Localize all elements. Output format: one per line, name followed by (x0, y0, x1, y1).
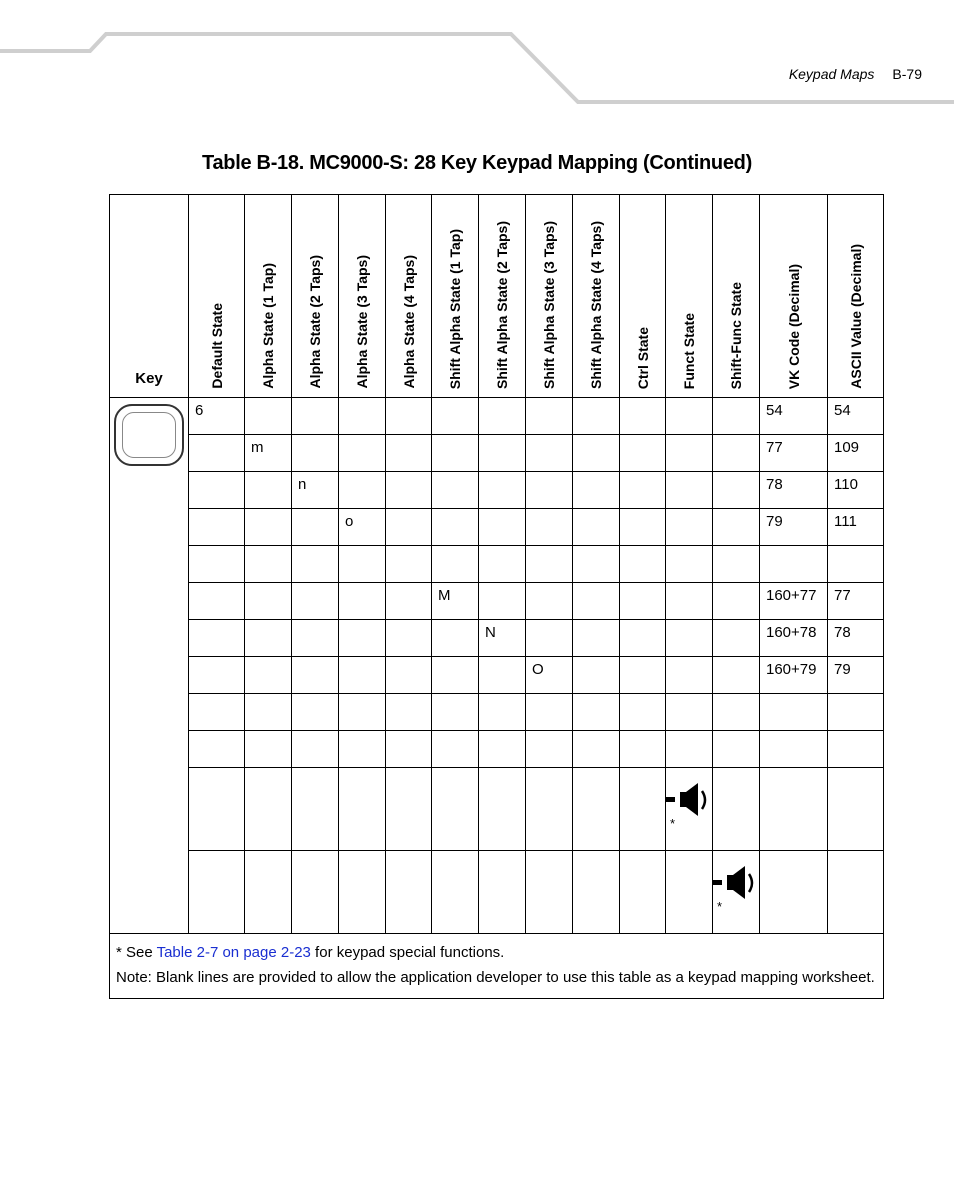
table-cell (245, 768, 292, 851)
table-cell (386, 509, 432, 546)
table-cell (189, 620, 245, 657)
table-cell (828, 768, 884, 851)
table-row (110, 509, 884, 546)
table-cell (292, 657, 339, 694)
table-cell (526, 583, 573, 620)
column-header-label: ASCII Value (Decimal) (847, 244, 864, 389)
key-cell (110, 398, 189, 934)
table-cell (713, 546, 760, 583)
table-cell (339, 851, 386, 934)
page-number: B-79 (892, 66, 922, 82)
table-cell (573, 768, 620, 851)
table-cell (432, 398, 479, 435)
table-cell (189, 472, 245, 509)
column-header (620, 195, 666, 398)
table-cell (526, 398, 573, 435)
table-cell (245, 657, 292, 694)
table-cell (292, 620, 339, 657)
column-header-label: Shift Alpha State (1 Tap) (447, 228, 463, 389)
column-header-label: Shift-Func State (728, 281, 744, 389)
table-row (110, 694, 884, 731)
table-cell (620, 472, 666, 509)
table-cell (666, 583, 713, 620)
table-cell (189, 657, 245, 694)
table-cell: M (432, 583, 479, 620)
table-cell (292, 851, 339, 934)
table-cell (620, 657, 666, 694)
table-cell (245, 509, 292, 546)
table-cell: 78 (828, 620, 884, 657)
table-cell (713, 657, 760, 694)
table-cell: 160+78 (760, 620, 828, 657)
table-cell (620, 620, 666, 657)
column-header (713, 195, 760, 398)
table-cell (526, 546, 573, 583)
table-cell (245, 620, 292, 657)
table-cell (292, 509, 339, 546)
table-cell (760, 694, 828, 731)
table-cell (189, 731, 245, 768)
table-cell (620, 435, 666, 472)
table-cell: N (479, 620, 526, 657)
table-cell (526, 472, 573, 509)
table-cell (620, 583, 666, 620)
table-cell (620, 768, 666, 851)
table-cell (432, 472, 479, 509)
column-header-label: Shift Alpha State (4 Taps) (588, 220, 604, 389)
table-cell (292, 731, 339, 768)
table-cell: 110 (828, 472, 884, 509)
table-cell (713, 851, 760, 934)
table-cell: n (292, 472, 339, 509)
table-row (110, 657, 884, 694)
table-cell (620, 509, 666, 546)
table-cell: 79 (828, 657, 884, 694)
table-cell (828, 851, 884, 934)
table-cell (479, 768, 526, 851)
table-cell (666, 851, 713, 934)
column-header-label: Alpha State (3 Taps) (354, 255, 370, 389)
table-row (110, 768, 884, 851)
table-cell (479, 694, 526, 731)
table-cell: o (339, 509, 386, 546)
table-cell (189, 546, 245, 583)
table-cell: 54 (828, 398, 884, 435)
footnote-suffix: for keypad special functions. (310, 944, 505, 961)
table-cell (386, 620, 432, 657)
table-cell (245, 731, 292, 768)
table-cell (573, 694, 620, 731)
table-cell (620, 731, 666, 768)
table-cell (760, 546, 828, 583)
table-cell (666, 398, 713, 435)
column-header (245, 195, 292, 398)
table-cell: 79 (760, 509, 828, 546)
table-cell: 160+77 (760, 583, 828, 620)
column-header (339, 195, 386, 398)
table-cell (386, 546, 432, 583)
table-cell (479, 731, 526, 768)
table-cell (292, 768, 339, 851)
table-cell (760, 768, 828, 851)
table-cell (713, 694, 760, 731)
column-header (666, 195, 713, 398)
table-cell (713, 398, 760, 435)
table-cell (666, 509, 713, 546)
table-cell (245, 851, 292, 934)
table-cell (526, 851, 573, 934)
table-cell (828, 731, 884, 768)
table-cell (432, 546, 479, 583)
table-cell (339, 694, 386, 731)
table-cell (573, 583, 620, 620)
table-cell (386, 435, 432, 472)
column-header-key: Key (110, 195, 189, 398)
table-title: Table B-18. MC9000-S: 28 Key Keypad Mapping (Continued) (202, 152, 752, 174)
table-footnote (110, 934, 884, 999)
table-cell (573, 546, 620, 583)
table-cell (432, 509, 479, 546)
table-cell: 54 (760, 398, 828, 435)
column-header-label: Shift Alpha State (3 Taps) (541, 220, 557, 389)
table-cell (620, 546, 666, 583)
column-header (526, 195, 573, 398)
table-cell (713, 620, 760, 657)
table-cell (432, 657, 479, 694)
table-cell: m (245, 435, 292, 472)
column-header (386, 195, 432, 398)
table-cell (666, 657, 713, 694)
table-cell (760, 731, 828, 768)
table-cell (573, 398, 620, 435)
table-cell (573, 435, 620, 472)
table-cell (713, 768, 760, 851)
table-cell (245, 694, 292, 731)
table-cell (245, 398, 292, 435)
table-cell (245, 472, 292, 509)
column-header-label: Funct State (681, 312, 697, 389)
table-cell (526, 731, 573, 768)
table-cell (760, 851, 828, 934)
table-cell: 78 (760, 472, 828, 509)
table-row (110, 851, 884, 934)
table-cell (189, 694, 245, 731)
table-cell (292, 694, 339, 731)
column-header (479, 195, 526, 398)
table-cell (339, 435, 386, 472)
table-cell (828, 694, 884, 731)
table-cell (292, 546, 339, 583)
table-cell (432, 694, 479, 731)
table-cell: 160+79 (760, 657, 828, 694)
table-cell (573, 620, 620, 657)
table-reference-link[interactable]: Table 2-7 on page 2-23 (156, 944, 311, 961)
table-cell (386, 583, 432, 620)
column-header (828, 195, 884, 398)
table-cell (573, 472, 620, 509)
table-cell (189, 851, 245, 934)
column-header (760, 195, 828, 398)
table-cell (189, 583, 245, 620)
table-cell (666, 472, 713, 509)
table-cell (339, 472, 386, 509)
header-decoration (0, 0, 954, 110)
table-cell (339, 657, 386, 694)
table-cell (339, 583, 386, 620)
table-cell (479, 435, 526, 472)
table-cell (292, 435, 339, 472)
table-cell (666, 731, 713, 768)
table-cell (189, 435, 245, 472)
table-cell (526, 435, 573, 472)
header-row (110, 195, 884, 398)
table-cell (189, 768, 245, 851)
table-cell: 77 (760, 435, 828, 472)
column-header-label: Default State (208, 303, 225, 389)
volume-down-icon (666, 782, 710, 818)
table-cell: 6 (189, 398, 245, 435)
table-row (110, 398, 884, 435)
table-cell (666, 768, 713, 851)
footnote-marker: * (717, 899, 723, 914)
footnote-prefix: * See (116, 944, 157, 961)
table-cell (432, 731, 479, 768)
footnote-see (116, 940, 877, 965)
table-cell (386, 694, 432, 731)
column-header-label: Shift Alpha State (2 Taps) (494, 220, 510, 389)
table-cell (479, 509, 526, 546)
table-row (110, 731, 884, 768)
table-cell (292, 398, 339, 435)
table-cell (386, 851, 432, 934)
column-header (432, 195, 479, 398)
table-cell: O (526, 657, 573, 694)
table-cell (479, 851, 526, 934)
table-cell (713, 509, 760, 546)
table-cell (573, 657, 620, 694)
table-cell (189, 509, 245, 546)
table-cell (666, 546, 713, 583)
table-cell (713, 472, 760, 509)
column-header-label: Alpha State (4 Taps) (400, 255, 417, 389)
table-cell (245, 583, 292, 620)
table-cell (386, 472, 432, 509)
table-cell (386, 768, 432, 851)
column-header-label: Alpha State (2 Taps) (307, 255, 323, 389)
table-cell (479, 657, 526, 694)
keypad-key-icon (114, 404, 184, 466)
running-header (789, 66, 922, 82)
table-cell (666, 435, 713, 472)
table-cell (526, 509, 573, 546)
table-cell (573, 851, 620, 934)
table-cell (339, 546, 386, 583)
volume-down-icon (713, 865, 757, 901)
table-cell (479, 398, 526, 435)
column-header-label: VK Code (Decimal) (785, 263, 802, 389)
table-cell (292, 583, 339, 620)
column-header (292, 195, 339, 398)
table-cell (713, 583, 760, 620)
table-row (110, 583, 884, 620)
column-header (573, 195, 620, 398)
table-cell: 109 (828, 435, 884, 472)
table-cell (620, 398, 666, 435)
table-cell (339, 620, 386, 657)
keypad-mapping-table (109, 194, 884, 999)
table-row (110, 435, 884, 472)
table-cell (666, 620, 713, 657)
table-cell (479, 472, 526, 509)
table-cell (479, 583, 526, 620)
table-cell (386, 398, 432, 435)
table-row (110, 620, 884, 657)
footnote-marker: * (670, 816, 676, 831)
table-cell (432, 620, 479, 657)
column-header (189, 195, 245, 398)
table-cell (245, 546, 292, 583)
table-cell (573, 509, 620, 546)
table-cell (713, 435, 760, 472)
table-cell (620, 694, 666, 731)
table-cell (620, 851, 666, 934)
table-cell (339, 398, 386, 435)
table-row (110, 472, 884, 509)
table-cell (339, 731, 386, 768)
table-cell (526, 620, 573, 657)
table-cell (386, 657, 432, 694)
table-cell (479, 546, 526, 583)
table-cell (432, 435, 479, 472)
table-cell (828, 546, 884, 583)
section-name: Keypad Maps (788, 66, 875, 82)
table-cell (666, 694, 713, 731)
table-cell (573, 731, 620, 768)
table-cell (526, 768, 573, 851)
table-cell: 111 (828, 509, 884, 546)
table-cell (432, 851, 479, 934)
column-header-label: Ctrl State (634, 326, 651, 389)
footer-row (110, 934, 884, 999)
table-cell: 77 (828, 583, 884, 620)
worksheet-note: Note: Blank lines are provided to allow the application developer to use this table as a keypad mapping worksheet. (116, 969, 875, 986)
table-cell (432, 768, 479, 851)
column-header-label: Alpha State (1 Tap) (260, 263, 276, 389)
table-cell (339, 768, 386, 851)
table-cell (526, 694, 573, 731)
table-row (110, 546, 884, 583)
table-cell (386, 731, 432, 768)
table-cell (713, 731, 760, 768)
